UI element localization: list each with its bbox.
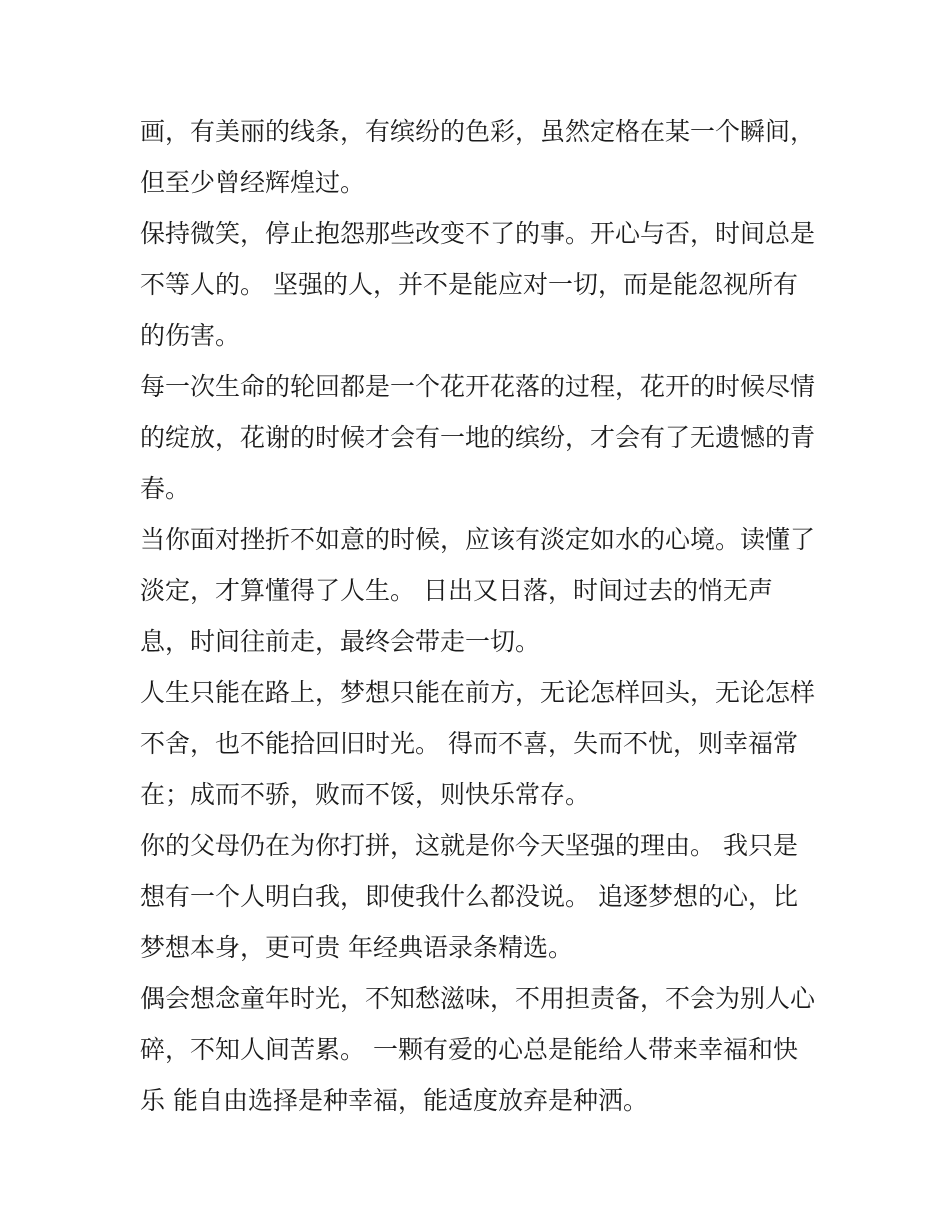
text-line: 想有一个人明白我，即使我什么都没说。 追逐梦想的心，比 — [140, 882, 798, 911]
text-line: 乐 能自由选择是种幸福，能适度放弃是种洒。 — [140, 1086, 648, 1115]
paragraph-2 — [140, 208, 820, 361]
paragraph-4 — [140, 514, 820, 667]
text-line: 保持微笑，停止抱怨那些改变不了的事。开心与否，时间总是 — [140, 219, 816, 248]
document-body — [140, 106, 820, 1126]
text-line: 不舍，也不能拾回旧时光。 得而不喜，失而不忧，则幸福常 — [140, 729, 798, 758]
paragraph-3 — [140, 361, 820, 514]
text-line: 每一次生命的轮回都是一个花开花落的过程，花开的时候尽情 — [140, 372, 816, 401]
paragraph-5 — [140, 667, 820, 820]
text-line: 在；成而不骄，败而不馁，则快乐常存。 — [140, 780, 591, 809]
text-line: 当你面对挫折不如意的时候，应该有淡定如水的心境。读懂了 — [140, 525, 816, 554]
text-line: 人生只能在路上，梦想只能在前方，无论怎样回头，无论怎样 — [140, 678, 816, 707]
text-line: 不等人的。 坚强的人，并不是能应对一切，而是能忽视所有 — [140, 270, 798, 299]
text-line: 息，时间往前走，最终会带走一切。 — [140, 627, 541, 656]
text-line: 春。 — [140, 474, 191, 503]
text-line: 碎，不知人间苦累。 一颗有爱的心总是能给人带来幸福和快 — [140, 1035, 798, 1064]
text-line: 梦想本身，更可贵 年经典语录条精选。 — [140, 933, 573, 962]
paragraph-1 — [140, 106, 820, 208]
text-line: 的绽放，花谢的时候才会有一地的缤纷，才会有了无遗憾的青 — [140, 423, 816, 452]
text-line: 淡定，才算懂得了人生。 日出又日落，时间过去的悄无声 — [140, 576, 773, 605]
text-line: 画，有美丽的线条，有缤纷的色彩，虽然定格在某一个瞬间， — [140, 117, 816, 146]
text-line: 偶会想念童年时光，不知愁滋味，不用担责备，不会为别人心 — [140, 984, 816, 1013]
text-line: 你的父母仍在为你打拼，这就是你今天坚强的理由。 我只是 — [140, 831, 798, 860]
paragraph-7 — [140, 973, 820, 1126]
text-line: 的伤害。 — [140, 321, 241, 350]
paragraph-6 — [140, 820, 820, 973]
text-line: 但至少曾经辉煌过。 — [140, 168, 366, 197]
